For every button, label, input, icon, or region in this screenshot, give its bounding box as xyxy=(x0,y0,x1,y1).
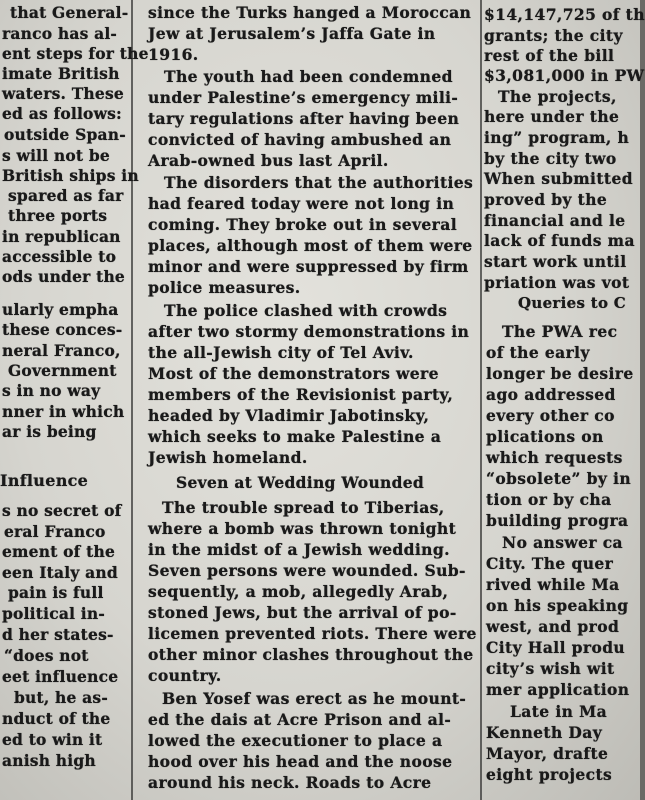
text-line: outside Span- xyxy=(4,125,126,144)
section-heading: Queries to C xyxy=(518,294,627,312)
text-line: stoned Jews, but the arrival of po- xyxy=(148,603,457,622)
text-line: eral Franco xyxy=(4,522,106,541)
text-line: rived while Ma xyxy=(486,575,620,594)
text-line: Most of the demonstrators were xyxy=(148,364,439,383)
text-line: ed to win it xyxy=(2,730,103,749)
text-line: ent steps for the xyxy=(2,44,149,63)
text-line: lowed the executioner to place a xyxy=(148,731,443,750)
text-line: When submitted xyxy=(484,169,633,188)
text-line: No answer ca xyxy=(502,533,623,552)
text-line: pain is full xyxy=(8,583,104,602)
text-line: Kenneth Day xyxy=(486,723,603,742)
text-line: $3,081,000 in PW xyxy=(484,66,645,85)
text-line: in republican xyxy=(2,227,121,246)
text-line: nner in which xyxy=(2,402,125,421)
text-line: places, although most of them were xyxy=(148,236,473,255)
text-line: British ships in xyxy=(2,166,139,185)
text-line: rest of the bill xyxy=(484,46,615,65)
text-line: hood over his head and the noose xyxy=(148,752,453,771)
text-line: “obsolete” by in xyxy=(486,469,632,488)
text-line: members of the Revisionist party, xyxy=(148,385,454,404)
text-line: these conces- xyxy=(2,320,123,339)
text-line: grants; the city xyxy=(484,26,623,45)
text-line: had feared today were not long in xyxy=(148,194,455,213)
text-line: which requests xyxy=(486,448,623,467)
text-line: priation was vot xyxy=(484,273,630,292)
text-line: by the city two xyxy=(484,149,617,168)
text-line: tary regulations after having been xyxy=(148,109,460,128)
text-line: city’s wish wit xyxy=(486,659,615,678)
text-line: City Hall produ xyxy=(486,638,626,657)
text-line: here under the xyxy=(484,107,620,126)
text-line: every other co xyxy=(486,406,615,425)
text-line: that General- xyxy=(10,3,129,22)
text-line: Mayor, drafte xyxy=(486,744,609,763)
text-line: $14,147,725 of th xyxy=(484,5,645,24)
text-line: west, and prod xyxy=(486,617,620,636)
text-line: nduct of the xyxy=(2,709,111,728)
text-line: d her states- xyxy=(2,625,114,644)
text-line: ing” program, h xyxy=(484,128,630,147)
text-line: under Palestine’s emergency mili- xyxy=(148,88,459,107)
text-line: three ports xyxy=(8,206,108,225)
text-line: The disorders that the authorities xyxy=(164,173,474,192)
column-rule-right xyxy=(480,0,482,800)
text-line: ar is being xyxy=(2,422,97,441)
text-line: headed by Vladimir Jabotinsky, xyxy=(148,406,430,425)
text-line: proved by the xyxy=(484,190,608,209)
text-line: ed the dais at Acre Prison and al- xyxy=(148,710,452,729)
text-line: licemen prevented riots. There were xyxy=(148,624,477,643)
text-line: ranco has al- xyxy=(2,24,118,43)
left-column xyxy=(0,0,149,800)
text-line: s no secret of xyxy=(2,501,122,520)
text-line: tion or by cha xyxy=(486,490,612,509)
text-line: Arab-owned bus last April. xyxy=(148,151,389,170)
text-line: lack of funds ma xyxy=(484,231,635,250)
text-line: “does not xyxy=(4,646,89,665)
text-line: mer application xyxy=(486,680,630,699)
text-line: building progra xyxy=(486,511,629,530)
text-line: longer be desire xyxy=(486,364,634,383)
text-line: country. xyxy=(148,666,222,685)
text-line: coming. They broke out in several xyxy=(148,215,457,234)
text-line: imate British xyxy=(2,64,120,83)
text-line: ularly empha xyxy=(2,300,119,319)
text-line: Seven persons were wounded. Sub- xyxy=(148,561,466,580)
text-line: sequently, a mob, allegedly Arab, xyxy=(148,582,449,601)
section-subheading: Seven at Wedding Wounded xyxy=(176,473,425,492)
text-line: minor and were suppressed by firm xyxy=(148,257,469,276)
text-line: The trouble spread to Tiberias, xyxy=(162,498,445,517)
section-heading: Influence xyxy=(0,471,89,490)
text-line: around his neck. Roads to Acre xyxy=(148,773,432,792)
text-line: plications on xyxy=(486,427,604,446)
text-line: Late in Ma xyxy=(510,702,608,721)
text-line: but, he as- xyxy=(14,688,108,707)
text-line: s in no way xyxy=(2,381,101,400)
text-line: een Italy and xyxy=(2,563,118,582)
text-line: ago addressed xyxy=(486,385,616,404)
text-line: financial and le xyxy=(484,211,626,230)
text-line: after two stormy demonstrations in xyxy=(148,322,470,341)
text-line: since the Turks hanged a Moroccan xyxy=(148,3,472,22)
text-line: start work until xyxy=(484,252,627,271)
text-line: waters. These xyxy=(2,84,124,103)
text-line: the all-Jewish city of Tel Aviv. xyxy=(148,343,414,362)
text-line: in the midst of a Jewish wedding. xyxy=(148,540,450,559)
text-line: eight projects xyxy=(486,765,613,784)
text-line: other minor clashes throughout the xyxy=(148,645,474,664)
middle-column xyxy=(136,0,480,800)
text-line: of the early xyxy=(486,343,590,362)
column-rule-left xyxy=(131,0,133,800)
text-line: accessible to xyxy=(2,247,117,266)
text-line: ods under the xyxy=(2,267,125,286)
text-line: Jewish homeland. xyxy=(148,448,308,467)
text-line: spared as far xyxy=(8,186,124,205)
text-line: s will not be xyxy=(2,146,110,165)
text-line: The projects, xyxy=(498,87,617,106)
text-line: Ben Yosef was erect as he mount- xyxy=(162,689,467,708)
text-line: eet influence xyxy=(2,667,119,686)
text-line: which seeks to make Palestine a xyxy=(148,427,442,446)
text-line: ed as follows: xyxy=(2,104,122,123)
text-line: where a bomb was thrown tonight xyxy=(148,519,457,538)
text-line: City. The quer xyxy=(486,554,614,573)
text-line: 1916. xyxy=(148,45,199,64)
text-line: The youth had been condemned xyxy=(164,67,453,86)
text-line: neral Franco, xyxy=(2,341,121,360)
text-line: The police clashed with crowds xyxy=(164,301,448,320)
text-line: Government xyxy=(8,361,117,380)
text-line: political in- xyxy=(2,604,105,623)
text-line: Jew at Jerusalem’s Jaffa Gate in xyxy=(148,24,436,43)
text-line: police measures. xyxy=(148,278,301,297)
text-line: The PWA rec xyxy=(502,322,618,341)
right-column xyxy=(484,0,644,800)
text-line: anish high xyxy=(2,751,96,770)
text-line: convicted of having ambushed an xyxy=(148,130,452,149)
text-line: ement of the xyxy=(2,542,116,561)
text-line: on his speaking xyxy=(486,596,629,615)
